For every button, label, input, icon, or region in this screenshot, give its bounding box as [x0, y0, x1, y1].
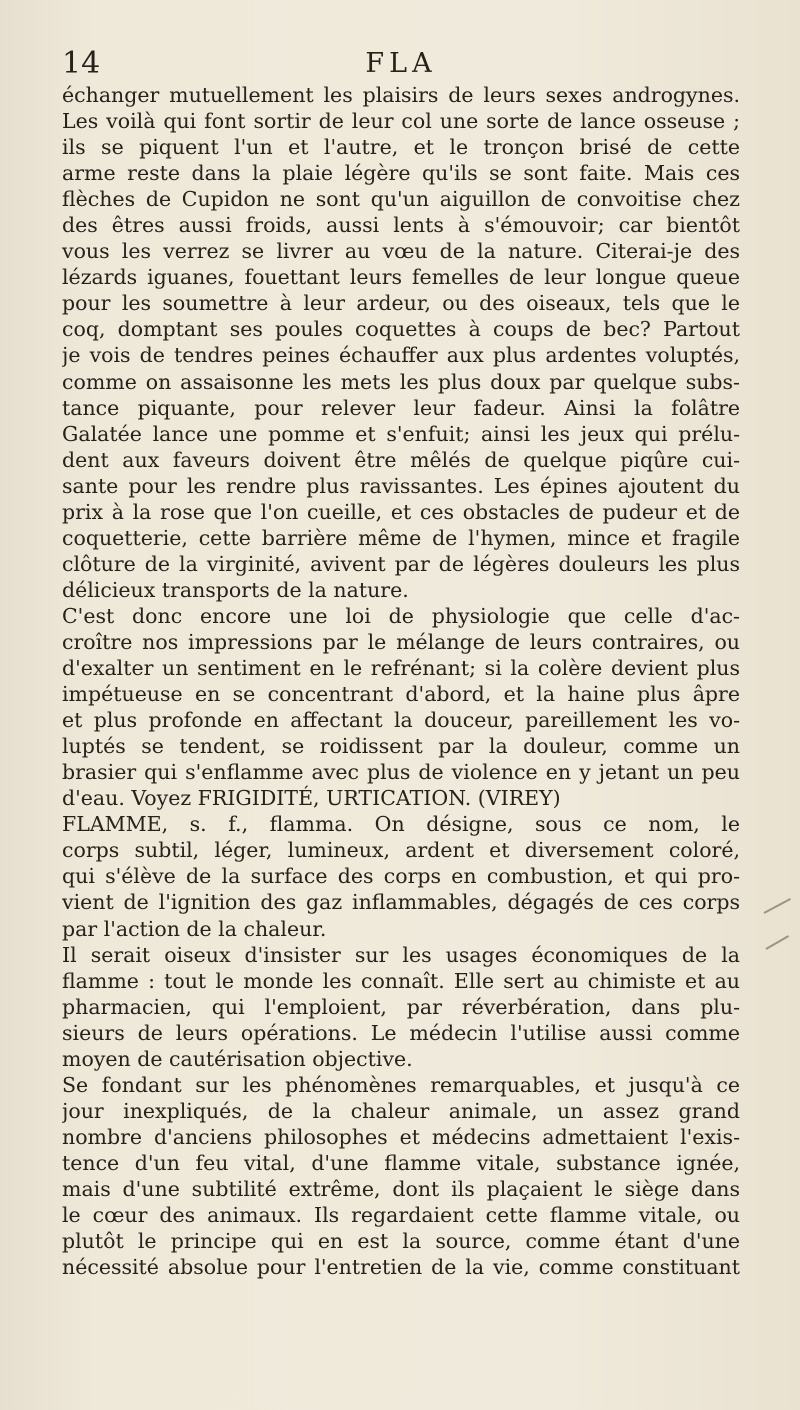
text-line: lézards iguanes, fouettant leurs femelles de leur longue queue: [62, 265, 740, 290]
text-line: d'exalter un sentiment en le refrénant; si la colère devient plus: [62, 656, 740, 681]
text-line: FLAMME, s. f., flamma. On désigne, sous ce nom, le: [62, 812, 740, 837]
text-line: prix à la rose que l'on cueille, et ces obstacles de pudeur et de: [62, 499, 740, 524]
text-line: vient de l'ignition des gaz inflammables, dégagés de ces corps: [62, 890, 740, 915]
text-line: brasier qui s'enflamme avec plus de violence en y jetant un peu: [62, 760, 740, 785]
body-text: [62, 82, 740, 1280]
text-line: corps subtil, léger, lumineux, ardent et diversement coloré,: [62, 838, 740, 863]
text-line: coquetterie, cette barrière même de l'hymen, mince et fragile: [62, 525, 740, 550]
text-line: Les voilà qui font sortir de leur col une sorte de lance osseuse ;: [62, 109, 740, 134]
text-line: tance piquante, pour relever leur fadeur. Ainsi la folâtre: [62, 395, 740, 420]
text-line: impétueuse en se concentrant d'abord, et la haine plus âpre: [62, 682, 740, 707]
text-line: tence d'un feu vital, d'une flamme vitale, substance ignée,: [62, 1150, 740, 1175]
text-line: plutôt le principe qui en est la source, comme étant d'une: [62, 1229, 740, 1254]
text-line: flèches de Cupidon ne sont qu'un aiguillon de convoitise chez: [62, 187, 740, 212]
text-line: Se fondant sur les phénomènes remarquables, et jusqu'à ce: [62, 1072, 740, 1097]
text-line: vous les verrez se livrer au vœu de la nature. Citerai-je des: [62, 239, 740, 264]
text-line: je vois de tendres peines échauffer aux plus ardentes voluptés,: [62, 343, 740, 368]
text-line: nombre d'anciens philosophes et médecins admettaient l'exis-: [62, 1124, 740, 1149]
text-line: qui s'élève de la surface des corps en combustion, et qui pro-: [62, 864, 740, 889]
text-line: dent aux faveurs doivent être mêlés de quelque piqûre cui-: [62, 447, 740, 472]
text-line: jour inexpliqués, de la chaleur animale, un assez grand: [62, 1098, 740, 1123]
page-number: 14: [62, 46, 101, 81]
text-line: nécessité absolue pour l'entretien de la vie, comme constituant: [62, 1255, 740, 1280]
text-line: sieurs de leurs opérations. Le médecin l'utilise aussi comme: [62, 1020, 740, 1045]
text-line: des êtres aussi froids, aussi lents à s'émouvoir; car bientôt: [62, 213, 740, 238]
text-line: délicieux transports de la nature.: [62, 577, 409, 602]
margin-mark: [764, 898, 791, 914]
text-line: pour les soumettre à leur ardeur, ou des oiseaux, tels que le: [62, 291, 740, 316]
text-line: ils se piquent l'un et l'autre, et le tronçon brisé de cette: [62, 135, 740, 160]
text-line: d'eau. Voyez FRIGIDITÉ, URTICATION. (VIREY): [62, 786, 561, 811]
text-line: flamme : tout le monde les connaît. Elle sert au chimiste et au: [62, 968, 740, 993]
text-line: et plus profonde en affectant la douceur, pareillement les vo-: [62, 708, 740, 733]
text-line: coq, domptant ses poules coquettes à coups de bec? Partout: [62, 317, 740, 342]
text-line: comme on assaisonne les mets les plus doux par quelque subs-: [62, 369, 740, 394]
running-head: FLA: [365, 48, 437, 79]
text-line: moyen de cautérisation objective.: [62, 1046, 413, 1071]
text-line: Il serait oiseux d'insister sur les usages économiques de la: [62, 942, 740, 967]
text-line: clôture de la virginité, avivent par de légères douleurs les plus: [62, 551, 740, 576]
text-line: pharmacien, qui l'emploient, par réverbération, dans plu-: [62, 994, 740, 1019]
text-line: Galatée lance une pomme et s'enfuit; ainsi les jeux qui prélu-: [62, 421, 740, 446]
text-line: luptés se tendent, se roidissent par la douleur, comme un: [62, 734, 740, 759]
text-line: le cœur des animaux. Ils regardaient cette flamme vitale, ou: [62, 1203, 740, 1228]
text-line: sante pour les rendre plus ravissantes. Les épines ajoutent du: [62, 473, 740, 498]
margin-mark: [766, 935, 790, 950]
text-line: échanger mutuellement les plaisirs de leurs sexes androgynes.: [62, 83, 740, 107]
text-line: croître nos impressions par le mélange de leurs contraires, ou: [62, 629, 740, 654]
text-line: C'est donc encore une loi de physiologie que celle d'ac-: [62, 603, 740, 628]
text-line: mais d'une subtilité extrême, dont ils plaçaient le siège dans: [62, 1176, 740, 1201]
text-line: par l'action de la chaleur.: [62, 916, 327, 941]
text-line: arme reste dans la plaie légère qu'ils se sont faite. Mais ces: [62, 161, 740, 186]
page-header: [62, 46, 740, 82]
